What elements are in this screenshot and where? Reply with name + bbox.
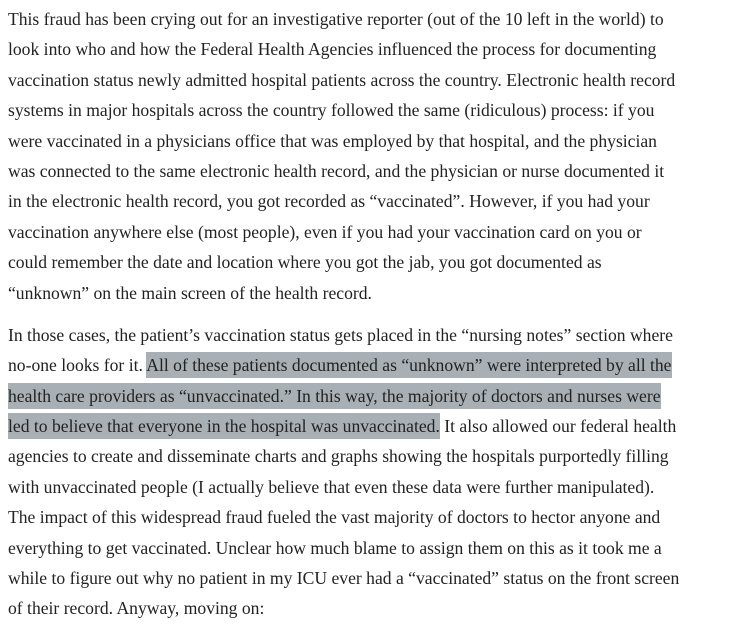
highlighted-text[interactable]: health care providers as “unvaccinated.” In this way, the majority of doctors and nurses were [8, 383, 661, 409]
text-segment[interactable]: could remember the date and location where you got the jab, you got documented as [8, 252, 602, 273]
text-line [8, 320, 736, 350]
text-segment[interactable]: no-one looks for it. [8, 355, 147, 376]
text-line [8, 4, 736, 34]
text-segment[interactable]: This fraud has been crying out for an investigative reporter (out of the 10 left in the world) to [8, 9, 664, 29]
text-segment[interactable]: It also allowed our federal health [439, 416, 677, 437]
paragraph [8, 320, 736, 624]
text-line [8, 126, 736, 156]
text-segment[interactable]: “unknown” on the main screen of the health record. [8, 282, 372, 303]
text-line [8, 186, 736, 216]
text-segment[interactable]: The impact of this widespread fraud fueled the vast majority of doctors to hector anyone and [8, 507, 661, 528]
text-line [8, 95, 736, 125]
text-line [8, 472, 736, 502]
text-line [8, 411, 736, 441]
paragraph-container [8, 4, 736, 624]
text-segment[interactable]: were vaccinated in a physicians office that was employed by that hospital, and the physician [8, 130, 657, 151]
text-line [8, 593, 736, 623]
text-line [8, 217, 736, 247]
text-segment[interactable]: of their record. Anyway, moving on: [8, 598, 265, 619]
text-segment[interactable]: vaccination anywhere else (most people), even if you had your vaccination card on you or [8, 221, 642, 242]
text-segment[interactable]: vaccination status newly admitted hospital patients across the country. Electronic health record [8, 69, 676, 90]
text-line [8, 34, 736, 64]
text-segment[interactable]: agencies to create and disseminate charts and graphs showing the hospitals purportedly filling [8, 446, 669, 467]
text-segment[interactable]: was connected to the same electronic health record, and the physician or nurse documented it [8, 160, 665, 181]
text-line [8, 381, 736, 411]
text-segment[interactable]: systems in major hospitals across the country followed the same (ridiculous) process: if you [8, 100, 655, 121]
text-segment[interactable]: with unvaccinated people (I actually believe that even these data were further manipulated). [8, 476, 655, 497]
highlighted-text[interactable]: led to believe that everyone in the hospital was unvaccinated. [8, 413, 440, 439]
text-segment[interactable]: In those cases, the patient’s vaccination status gets placed in the “nursing notes” section where [8, 324, 673, 345]
text-line [8, 278, 736, 308]
text-segment[interactable]: while to figure out why no patient in my ICU ever had a “vaccinated” status on the front screen [8, 568, 680, 589]
text-line [8, 65, 736, 95]
text-line [8, 247, 736, 277]
text-line [8, 533, 736, 563]
text-line [8, 563, 736, 593]
text-line [8, 350, 736, 380]
paragraph [8, 4, 736, 308]
text-line [8, 441, 736, 471]
text-segment[interactable]: in the electronic health record, you got recorded as “vaccinated”. However, if you had your [8, 191, 650, 212]
highlighted-text[interactable]: All of these patients documented as “unknown” were interpreted by all the [146, 352, 671, 378]
text-segment[interactable]: everything to get vaccinated. Unclear how much blame to assign them on this as it took me a [8, 537, 662, 558]
text-line [8, 156, 736, 186]
text-segment[interactable]: look into who and how the Federal Health Agencies influenced the process for documenting [8, 39, 657, 60]
text-line [8, 502, 736, 532]
